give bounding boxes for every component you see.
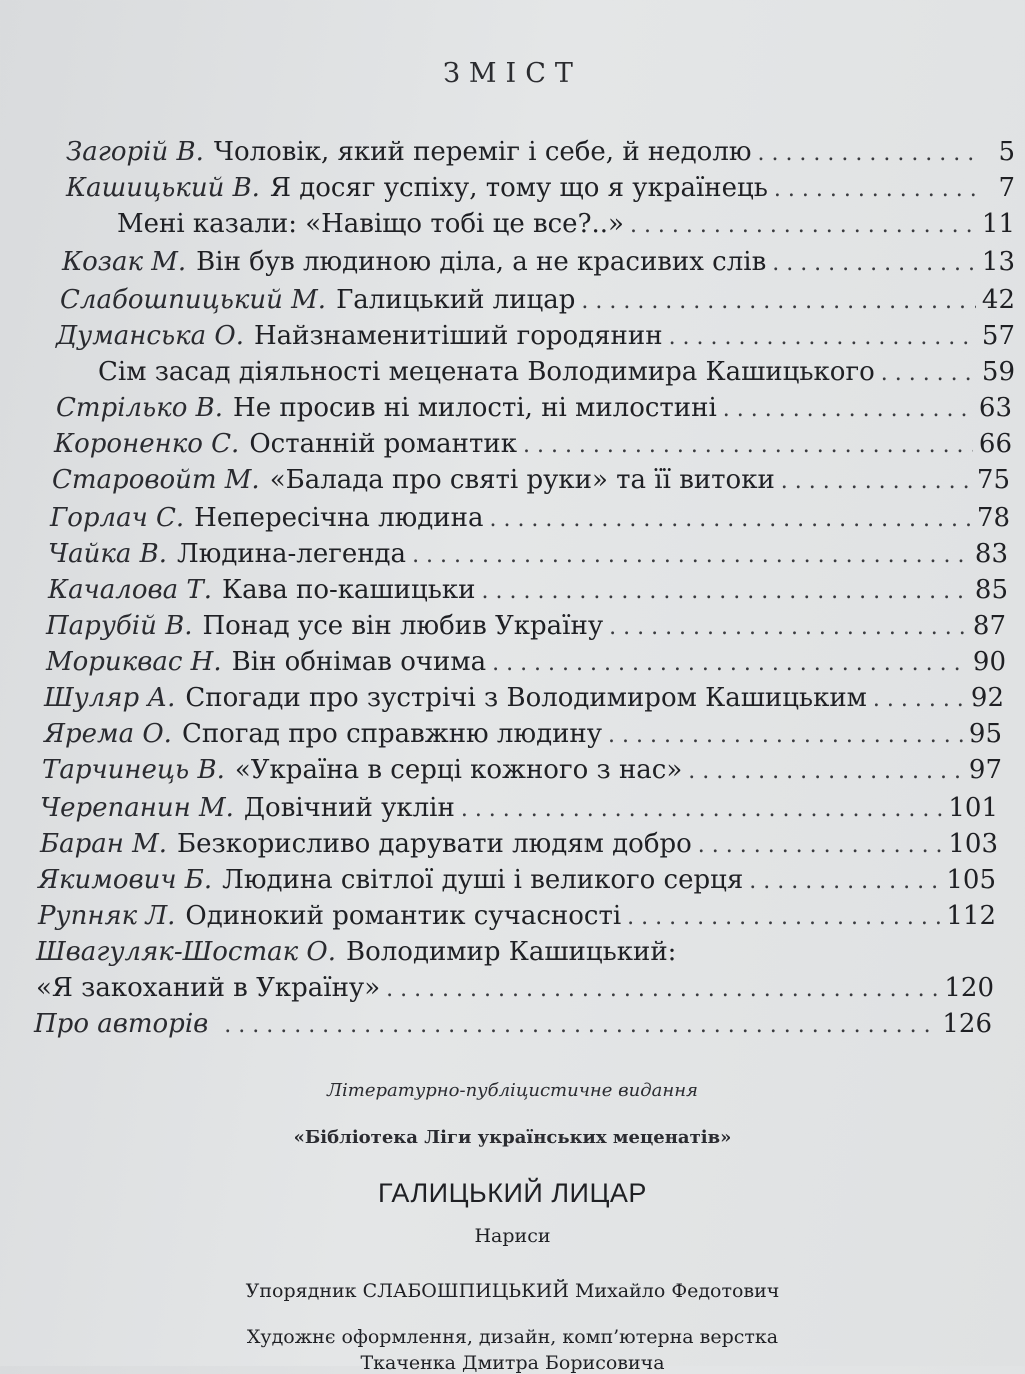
toc-author: Тарчинець В. — [42, 755, 225, 785]
toc-title: «Я закоханий в Україну» — [36, 973, 381, 1003]
toc-page-number: 112 — [946, 901, 996, 931]
toc-title: Людина світлої душі і великого серця — [222, 865, 744, 895]
toc-entry — [50, 501, 1010, 535]
toc-leader-dots — [772, 247, 976, 281]
toc-entry — [52, 463, 1010, 497]
toc-page-number: 87 — [972, 611, 1006, 641]
toc-entry — [38, 899, 996, 933]
toc-page-number: 5 — [998, 137, 1015, 167]
toc-title: Володимир Кашицький: — [346, 937, 677, 967]
toc-entry — [40, 791, 998, 825]
toc-title: Спогад про справжню людину — [181, 719, 603, 749]
toc-page-number: 63 — [978, 393, 1012, 423]
toc-author: Кашицький В. — [66, 173, 260, 203]
toc-page-number: 11 — [981, 209, 1015, 239]
toc-entry — [48, 537, 1008, 571]
toc-author: Стрілько В. — [56, 393, 224, 423]
toc-entry — [48, 573, 1008, 607]
toc-entry — [46, 609, 1006, 643]
toc-author: Шуляр А. — [44, 683, 176, 713]
toc-leader-dots — [609, 611, 967, 645]
toc-author: Рупняк Л. — [38, 901, 176, 931]
toc-leader-dots — [523, 429, 973, 463]
toc-author: Мориквас Н. — [46, 647, 222, 677]
toc-leader-dots — [224, 1009, 936, 1043]
toc-author: Качалова Т. — [48, 575, 213, 605]
design-credit: Художнє оформлення, дизайн, комп’ютерна верстка — [246, 1326, 779, 1348]
toc-leader-dots — [749, 865, 940, 899]
toc-page-number: 57 — [981, 321, 1015, 351]
toc-author: Старовойт М. — [52, 465, 260, 495]
toc-entry — [38, 863, 996, 897]
toc-author: Баран М. — [40, 829, 168, 859]
toc-title: Спогади про зустрічі з Володимиром Кашицьким — [185, 683, 867, 713]
toc-page-number: 103 — [948, 829, 998, 859]
toc-author: Черепанин М. — [40, 793, 234, 823]
toc-author: Короненко С. — [54, 429, 240, 459]
toc-entry — [36, 935, 996, 969]
toc-leader-dots — [723, 393, 973, 427]
publication-genre: Літературно-публіцистичне видання — [327, 1080, 698, 1101]
toc-title: Людина-легенда — [177, 539, 407, 569]
toc-page-number: 78 — [976, 503, 1010, 533]
toc-author: Ярема О. — [44, 719, 172, 749]
toc-page-number: 92 — [970, 683, 1004, 713]
toc-page-number: 126 — [942, 1009, 992, 1039]
compiler-credit: Упорядник СЛАБОШПИЦЬКИЙ Михайло Федотович — [245, 1280, 780, 1302]
toc-title: Одинокий романтик сучасності — [185, 901, 622, 931]
toc-page-number: 105 — [946, 865, 996, 895]
toc-leader-dots — [581, 285, 976, 319]
toc-author: Слабошпицький М. — [60, 285, 327, 315]
toc-leader-dots — [881, 357, 976, 391]
toc-leader-dots — [688, 755, 963, 789]
designer-name: Ткаченка Дмитра Борисовича — [360, 1352, 665, 1374]
toc-leader-dots — [489, 503, 970, 537]
toc-page-number: 59 — [981, 357, 1015, 387]
toc-leader-dots — [492, 647, 967, 681]
toc-title: Чоловік, який переміг і себе, й недолю — [213, 137, 752, 167]
toc-page-number: 120 — [944, 973, 994, 1003]
toc-entry — [66, 171, 1015, 205]
contents-heading: ЗМІСТ — [443, 58, 582, 89]
toc-leader-dots — [630, 209, 976, 243]
toc-page-number: 66 — [978, 429, 1012, 459]
toc-page-number: 97 — [968, 755, 1002, 785]
toc-leader-dots — [412, 539, 969, 573]
toc-leader-dots — [774, 173, 981, 207]
toc-author: Горлач С. — [50, 503, 185, 533]
toc-leader-dots — [482, 575, 969, 609]
toc-page-number: 13 — [981, 247, 1015, 277]
toc-title: Він був людиною діла, а не красивих слів — [196, 247, 767, 277]
toc-title: Кава по-кашицьки — [222, 575, 476, 605]
toc-entry — [40, 827, 998, 861]
toc-leader-dots — [698, 829, 943, 863]
toc-page-number: 83 — [974, 539, 1008, 569]
toc-page-number: 90 — [972, 647, 1006, 677]
toc-entry — [56, 391, 1012, 425]
toc-title: Він обнімав очима — [231, 647, 487, 677]
toc-author: Загорій В. — [66, 137, 204, 167]
toc-author: Швагуляк-Шостак О. — [36, 937, 337, 967]
toc-author: Якимович Б. — [38, 865, 213, 895]
toc-leader-dots — [608, 719, 963, 753]
toc-title: Мені казали: «Навіщо тобі це все?..» — [117, 209, 624, 239]
toc-entry — [34, 1007, 992, 1041]
series-name: «Бібліотека Ліги українських меценатів» — [293, 1127, 732, 1148]
book-title: ГАЛИЦЬКИЙ ЛИЦАР — [378, 1178, 647, 1208]
toc-page-number: 101 — [948, 793, 998, 823]
toc-entry — [66, 135, 1015, 169]
toc-author: Про авторів — [34, 1009, 209, 1039]
toc-entry — [36, 971, 994, 1005]
toc-leader-dots — [757, 137, 981, 171]
toc-leader-dots — [386, 973, 938, 1007]
toc-author: Парубій В. — [46, 611, 193, 641]
toc-title: Безкорисливо дарувати людям добро — [177, 829, 692, 859]
toc-title: «Україна в серці кожного з нас» — [234, 755, 683, 785]
toc-entry — [46, 645, 1006, 679]
toc-leader-dots — [669, 321, 976, 355]
toc-entry — [56, 319, 1015, 353]
toc-title: Довічний уклін — [243, 793, 455, 823]
toc-title: Найзнаменитіший городянин — [254, 321, 663, 351]
toc-title: Останній романтик — [249, 429, 517, 459]
toc-leader-dots — [461, 793, 943, 827]
toc-leader-dots — [873, 683, 965, 717]
toc-entry — [117, 207, 1015, 241]
toc-title: Непересічна людина — [194, 503, 484, 533]
toc-author: Козак М. — [62, 247, 187, 277]
toc-leader-dots — [781, 465, 971, 499]
book-subtitle: Нариси — [474, 1225, 551, 1247]
toc-page-number: 85 — [974, 575, 1008, 605]
toc-title: Сім засад діяльності мецената Володимира Кашицького — [98, 357, 875, 387]
toc-page-number: 42 — [981, 285, 1015, 315]
toc-author: Думанська О. — [56, 321, 244, 351]
toc-title: Галицький лицар — [336, 285, 576, 315]
toc-page-number: 75 — [976, 465, 1010, 495]
toc-entry — [42, 753, 1002, 787]
toc-page-number: 95 — [968, 719, 1002, 749]
toc-entry — [54, 427, 1012, 461]
toc-entry — [60, 283, 1015, 317]
toc-leader-dots — [627, 901, 940, 935]
toc-entry — [44, 681, 1004, 715]
toc-page-number: 7 — [998, 173, 1015, 203]
toc-author: Чайка В. — [48, 539, 168, 569]
toc-title: «Балада про святі руки» та її витоки — [269, 465, 775, 495]
toc-entry — [44, 717, 1002, 751]
toc-entry — [98, 355, 1015, 389]
toc-title: Не просив ні милості, ні милостині — [233, 393, 717, 423]
toc-entry — [62, 245, 1015, 279]
toc-title: Я досяг успіху, тому що я українець — [269, 173, 768, 203]
toc-title: Понад усе він любив Україну — [202, 611, 604, 641]
